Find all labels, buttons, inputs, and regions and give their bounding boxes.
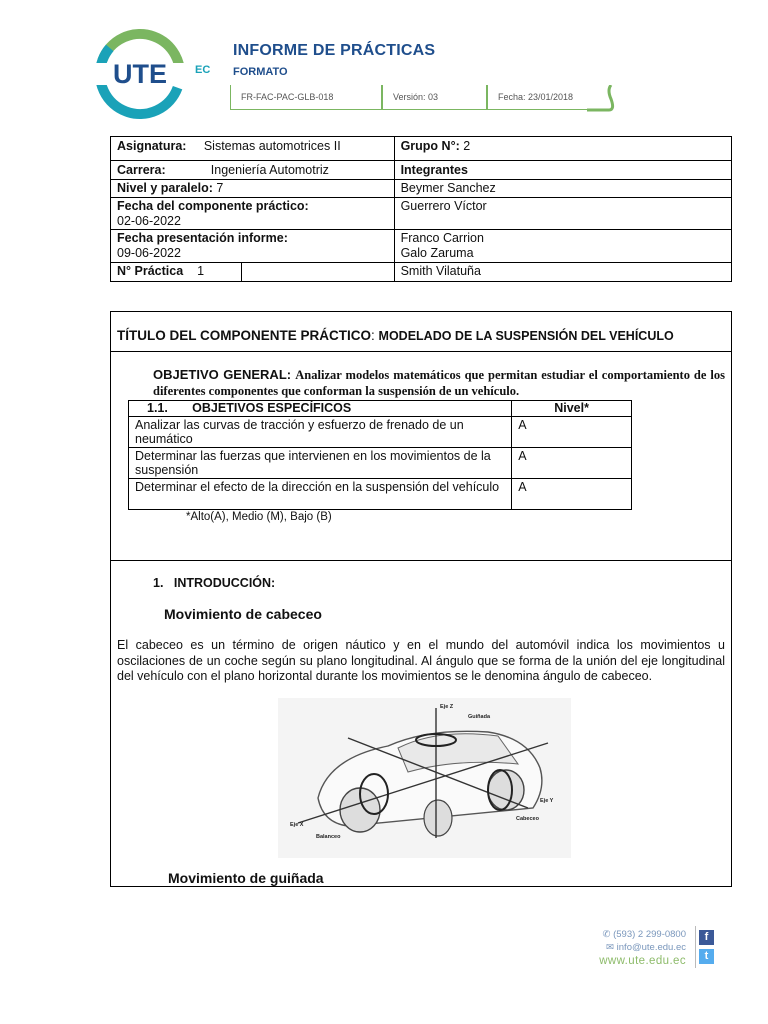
phone-text: (593) 2 299-0800 — [613, 929, 686, 940]
phone-line — [603, 929, 687, 940]
report-subtitle: FORMATO — [233, 66, 288, 78]
specific-objectives-number: 1.1. — [147, 401, 168, 415]
integrantes-label: Integrantes — [394, 161, 731, 180]
general-objective-text: Analizar modelos matemáticos que permitan estudiar el comportamiento de los diferentes componentes que conforman la suspensión de un vehículo. — [153, 368, 725, 398]
general-objective-label: OBJETIVO GENERAL: — [153, 367, 292, 382]
level-header: Nivel* — [512, 401, 632, 417]
practice-title-label: TÍTULO DEL COMPONENTE PRÁCTICO — [117, 328, 372, 343]
document-version: Versión: 03 — [382, 85, 487, 110]
facebook-icon[interactable]: f — [699, 930, 714, 945]
pitch-paragraph: El cabeceo es un término de origen náutico y en el mundo del automóvil indica los movimientos u oscilaciones de un coche según su plano longitudinal. Al ángulo que se forma de la unión del eje longitudinal del vehículo con el plano horizontal durante los movimientos se le denomina ángulo de cabeceo. — [117, 638, 725, 683]
introduction-heading: 1. INTRODUCCIÓN: — [153, 576, 276, 590]
objective-row-1-level: A — [512, 417, 632, 448]
practice-title-colon: : — [371, 328, 375, 343]
practica-label: N° Práctica — [117, 264, 184, 278]
email-icon: ✉ — [606, 942, 615, 953]
yaw-heading: Movimiento de guiñada — [168, 870, 324, 886]
website-link[interactable]: www.ute.edu.ec — [599, 955, 686, 967]
info-table — [110, 136, 732, 282]
practica-value: 1 — [197, 264, 205, 278]
grupo-cell — [394, 137, 731, 161]
pitch-heading: Movimiento de cabeceo — [164, 606, 322, 622]
document-code-bar — [230, 85, 618, 112]
roll-label: Balanceo — [316, 834, 341, 840]
objective-row-2-level: A — [512, 448, 632, 479]
asignatura-value: Sistemas automotrices II — [203, 139, 341, 153]
fecha-presentacion-value: 09-06-2022 — [117, 246, 181, 260]
objective-row-1-text: Analizar las curvas de tracción y esfuerzo de frenado de un neumático — [129, 417, 512, 448]
objective-row-2-text: Determinar las fuerzas que intervienen en los movimientos de la suspensión — [129, 448, 512, 479]
logo-text: UTE — [113, 59, 167, 89]
objective-row-3-level: A — [512, 479, 632, 510]
carrera-value: Ingeniería Automotriz — [210, 163, 329, 177]
nivel-value: 7 — [216, 181, 224, 195]
report-title: INFORME DE PRÁCTICAS — [233, 42, 436, 59]
logo-suffix: EC — [195, 64, 211, 76]
practice-title — [117, 328, 674, 343]
fecha-presentacion-cell — [111, 230, 395, 263]
axis-x-label: Eje X — [290, 822, 304, 828]
specific-objectives-title: OBJETIVOS ESPECÍFICOS — [192, 401, 352, 415]
grupo-label: Grupo N°: — [400, 139, 460, 153]
general-objective — [153, 367, 725, 399]
fecha-componente-cell — [111, 198, 395, 230]
contact-footer — [550, 926, 730, 970]
footer-divider — [695, 926, 696, 968]
ute-logo — [88, 26, 212, 122]
carrera-label: Carrera: — [117, 163, 166, 177]
yaw-label: Guiñada — [468, 714, 491, 720]
vehicle-axes-figure — [278, 698, 571, 858]
practica-empty-cell — [241, 263, 394, 282]
axis-y-label: Eje Y — [540, 798, 554, 804]
nivel-label: Nivel y paralelo: — [117, 181, 213, 195]
title-divider — [110, 351, 732, 352]
specific-objectives-table — [128, 400, 632, 510]
members-3-4-cell — [394, 230, 731, 263]
asignatura-cell — [111, 137, 395, 161]
carrera-cell — [111, 161, 395, 180]
practica-cell — [111, 263, 242, 282]
member-2: Guerrero Víctor — [394, 198, 731, 230]
nivel-cell — [111, 180, 395, 198]
document-date: Fecha: 23/01/2018 — [487, 85, 587, 110]
specific-objectives-header — [129, 401, 512, 417]
twitter-icon[interactable]: t — [699, 949, 714, 964]
member-3: Franco Carrion — [400, 231, 484, 245]
objective-row-3-text: Determinar el efecto de la dirección en la suspensión del vehículo — [129, 479, 512, 510]
fecha-componente-label: Fecha del componente práctico: — [117, 199, 309, 213]
green-swoosh-decoration — [585, 85, 619, 112]
fecha-componente-value: 02-06-2022 — [117, 214, 181, 228]
level-note: *Alto(A), Medio (M), Bajo (B) — [186, 511, 332, 523]
email-text: info@ute.edu.ec — [616, 942, 686, 953]
pitch-label: Cabeceo — [516, 816, 539, 822]
member-5: Smith Vilatuña — [394, 263, 731, 282]
axis-z-label: Eje Z — [440, 704, 454, 710]
phone-icon: ✆ — [602, 929, 611, 940]
grupo-value: 2 — [463, 139, 471, 153]
fecha-presentacion-label: Fecha presentación informe: — [117, 231, 288, 245]
member-4: Galo Zaruma — [400, 246, 474, 260]
document-code: FR-FAC-PAC-GLB-018 — [230, 85, 382, 110]
asignatura-label: Asignatura: — [117, 139, 187, 153]
member-1: Beymer Sanchez — [394, 180, 731, 198]
practice-title-value: MODELADO DE LA SUSPENSIÓN DEL VEHÍCULO — [378, 329, 674, 343]
email-line — [606, 942, 686, 953]
